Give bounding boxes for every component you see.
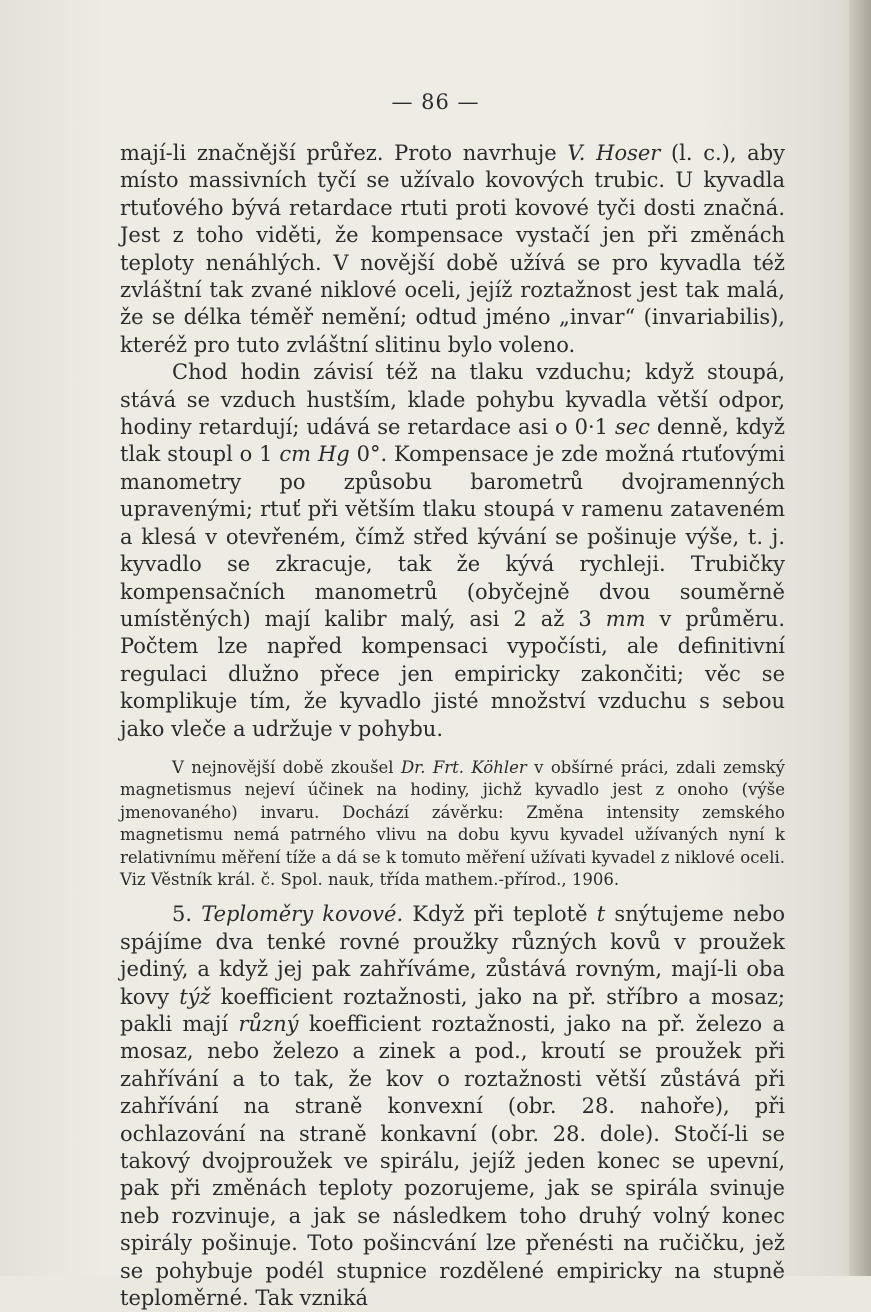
note-author-name: Dr. Frt. Köhler (400, 757, 527, 777)
unit-cm-hg: cm Hg (279, 442, 350, 467)
page-edge-shadow (849, 0, 871, 1276)
unit-sec: sec (614, 415, 650, 440)
emphasis-tyz: týž (179, 984, 211, 1009)
paragraph-1: mají-li značnější průřez. Proto navrhuje V. Hoser (l. c.), aby místo massivních tyčí se užívalo kovových trubic. U kyvadla rtuťového bývá retardace rtuti proti kovové tyči dosti značná. Jest z toho viděti, že kompensace vystačí jen při změnách teploty nenáhlých. V novější době užívá se pro kyvadla též zvláštní tak zvané niklové oceli, jejíž roztažnost jest tak malá, že se délka téměř nemění; odtud jméno „invar“ (invariabilis), kteréž pro tuto zvláštní slitinu bylo voleno. (120, 141, 786, 357)
author-name: V. Hoser (567, 141, 661, 165)
section-number: 5. (172, 902, 202, 927)
paragraph-2: Chod hodin závisí též na tlaku vzduchu; když stoupá, stává se vzduch hustším, klade pohybu kyvadla větší odpor, hodiny retardují; udává se retardace asi o 0·1 sec denně, když tlak stoupl o 1 cm Hg 0°. Kompensace je zde možná rtuťovými manometry po způsobu barometrů dvojramenných upravenými; rtuť při větším tlaku stoupá v ramenu zataveném a klesá v otevřeném, čímž střed kývání se pošinuje výše, t. j. kyvadlo se zkracuje, tak že kývá rychleji. Trubičky kompensačních manometrů (obyčejně dvou souměrně umístěných) mají kalibr malý, asi 2 až 3 mm v průměru. Počtem lze napřed kompensaci vypočísti, ale definitivní regulaci dlužno přece jen empiricky zakončiti; věc se komplikuje tím, že kyvadlo jisté množství vzduchu s sebou jako vleče a udržuje v pohybu. (120, 360, 785, 741)
footnote-paragraph: V nejnovější době zkoušel Dr. Frt. Köhler v obšírné práci, zdali zemský magnetismus nejeví účinek na hodiny, jichž kyvadlo jest z onoho (výše jmenovaného) invaru. Dochází závěrku: Změna intensity zemského magnetismu nemá patrného vlivu na dobu kyvu kyvadel užívaných nyní k relativnímu měření tíže a dá se k tomuto měření užívati kyvadel z niklové oceli. Viz Věstník král. č. Spol. nauk, třída mathem.-přírod., 1906. (120, 757, 786, 889)
page-number: — 86 — (391, 90, 480, 114)
variable-t: t (596, 902, 606, 927)
unit-mm: mm (605, 606, 646, 631)
emphasis-ruzny: různý (238, 1012, 299, 1036)
section-title: Teploměry kovové. (201, 902, 404, 927)
body-text (120, 140, 785, 1312)
section-5-paragraph: 5. Teploměry kovové. Když při teplotě t snýtujeme nebo spájíme dva tenké rovné proužky různých kovů v proužek jediný, a když jej pak zahříváme, zůstává rovným, mají-li oba kovy týž koefficient roztažnosti, jako na př. stříbro a mosaz; pakli mají různý koefficient roztažnosti, jako na př. železo a mosaz, nebo železo a zinek a pod., kroutí se proužek při zahřívání a to tak, že kov o roztažnosti větší zůstává při zahřívání na straně konvexní (obr. 28. nahoře), při ochlazování na straně konkavní (obr. 28. dole). Stočí-li se takový dvojproužek ve spirálu, jejíž jeden konec se upevní, pak při změnách teploty pozorujeme, jak se spirála svinuje neb rozvinuje, a jak se následkem toho druhý volný konec spirály pošinuje. Toto pošincvání lze přenésti na ručičku, jež se pohybuje podél stupnice rozdělené empiricky na stupně teploměrné. Tak vzniká (120, 902, 785, 1311)
